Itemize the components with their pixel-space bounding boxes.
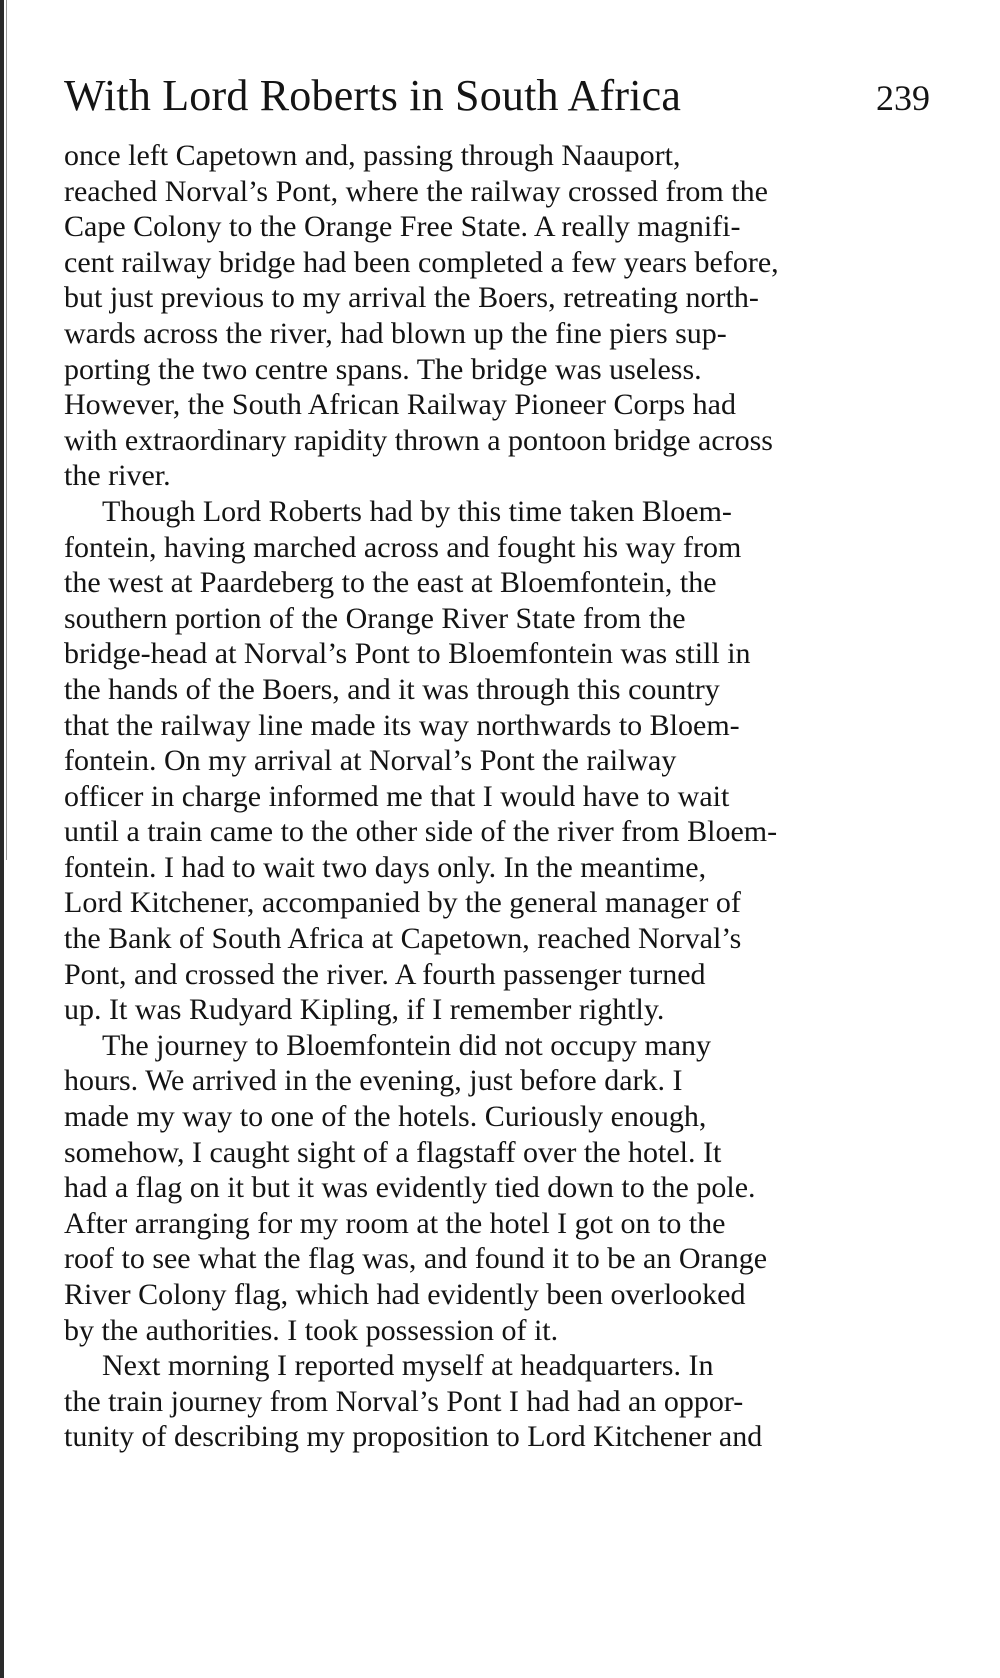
running-head-title: With Lord Roberts in South Africa xyxy=(64,71,682,120)
text-line: the hands of the Boers, and it was through this country xyxy=(64,672,720,706)
text-line: made my way to one of the hotels. Curiously enough, xyxy=(64,1100,707,1134)
text-line: Pont, and crossed the river. A fourth passenger turned xyxy=(64,957,706,991)
text-line: bridge-head at Norval’s Pont to Bloemfontein was still in xyxy=(64,637,751,671)
text-line: wards across the river, had blown up the fine piers sup- xyxy=(64,316,727,350)
text-line: porting the two centre spans. The bridge was useless. xyxy=(64,352,702,386)
text-line: reached Norval’s Pont, where the railway crossed from the xyxy=(64,174,768,208)
text-line: the train journey from Norval’s Pont I had had an oppor- xyxy=(64,1384,744,1418)
text-line: fontein, having marched across and fought his way from xyxy=(64,530,742,564)
text-line: up. It was Rudyard Kipling, if I remember rightly. xyxy=(64,993,665,1027)
body-text xyxy=(64,138,930,1455)
paragraph-3 xyxy=(64,1028,930,1348)
text-line: southern portion of the Orange River State from the xyxy=(64,601,686,635)
text-line: but just previous to my arrival the Boers, retreating north- xyxy=(64,281,759,315)
text-line: had a flag on it but it was evidently tied down to the pole. xyxy=(64,1171,756,1205)
text-line: until a train came to the other side of the river from Bloem- xyxy=(64,815,778,849)
text-line: the west at Paardeberg to the east at Bloemfontein, the xyxy=(64,566,717,600)
text-line: tunity of describing my proposition to Lord Kitchener and xyxy=(64,1420,763,1454)
text-line: officer in charge informed me that I would have to wait xyxy=(64,779,730,813)
paragraph-1 xyxy=(64,138,930,494)
text-line: fontein. On my arrival at Norval’s Pont the railway xyxy=(64,744,677,778)
text-line: However, the South African Railway Pioneer Corps had xyxy=(64,388,736,422)
text-line: After arranging for my room at the hotel I got on to the xyxy=(64,1206,726,1240)
binding-edge xyxy=(0,0,4,1678)
text-line: once left Capetown and, passing through Naauport, xyxy=(64,139,681,172)
text-line: Cape Colony to the Orange Free State. A really magnifi- xyxy=(64,210,741,244)
text-line: somehow, I caught sight of a flagstaff over the hotel. It xyxy=(64,1135,722,1169)
text-line: The journey to Bloemfontein did not occupy many xyxy=(102,1028,712,1062)
paragraph-4 xyxy=(64,1348,930,1455)
page-number: 239 xyxy=(876,78,930,118)
text-line: by the authorities. I took possession of it. xyxy=(64,1313,559,1347)
text-line: cent railway bridge had been completed a few years before, xyxy=(64,245,779,279)
text-line: roof to see what the flag was, and found it to be an Orange xyxy=(64,1242,768,1276)
running-head xyxy=(64,70,930,134)
binding-edge-shadow xyxy=(6,0,7,860)
text-line: Though Lord Roberts had by this time taken Bloem- xyxy=(102,494,732,528)
text-line: hours. We arrived in the evening, just before dark. I xyxy=(64,1064,683,1098)
paragraph-2 xyxy=(64,494,930,1028)
text-line: Next morning I reported myself at headquarters. In xyxy=(102,1349,714,1383)
text-line: the river. xyxy=(64,459,171,493)
text-line: the Bank of South Africa at Capetown, reached Norval’s xyxy=(64,922,742,956)
text-line: fontein. I had to wait two days only. In the meantime, xyxy=(64,850,707,884)
text-line: Lord Kitchener, accompanied by the general manager of xyxy=(64,886,741,920)
book-page xyxy=(64,70,930,1455)
text-line: with extraordinary rapidity thrown a pontoon bridge across xyxy=(64,423,773,457)
text-line: River Colony flag, which had evidently been overlooked xyxy=(64,1278,746,1311)
text-line: that the railway line made its way northwards to Bloem- xyxy=(64,708,740,742)
